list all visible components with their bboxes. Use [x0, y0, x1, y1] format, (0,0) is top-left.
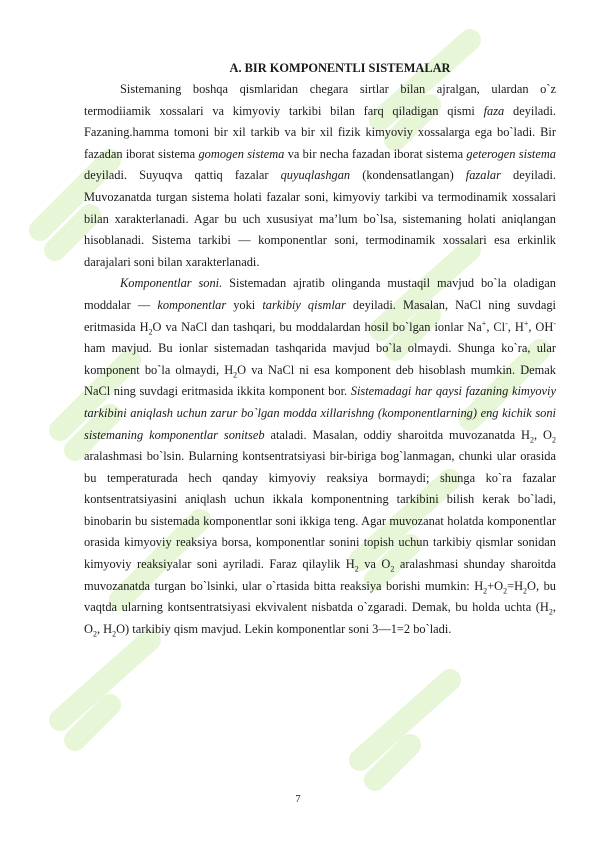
text-body — [84, 58, 556, 640]
paragraph-2: Komponentlar soni. Sistemadan ajratib olinganda mustaqil mavjud bo`la oladigan moddalar — komponentlar yoki tarkibiy qismlar deyiladi. Masalan, NaCl ning suvdagi eritmasida $H_2O$ va NaCl dan tashqari, bu moddalardan hosil bo`lgan ionlar Na+, Cl-, H+, OH- ham mavjud. Bu ionlar sistemadan tashqarida mavjud bo`la olmaydi. Shunga ko`ra, ular komponent bo`la olmaydi, $H_2O$ va NaCl ni esa komponent deb hisoblash mumkin. Demak NaCl ning suvdagi eritmasida ikkita komponent bor. Sistemadagi har qaysi fazaning kimyoviy tarkibini aniqlash uchun zarur bo`lgan modda xillarishng (komponentlarning) eng kichik soni sistemaning komponentlar sonitseb ataladi. Masalan, oddiy sharoitda muvozanatda $H_2$, $O_2$ aralashmasi bo`lsin. Bularning kontsentratsiyasi bir-biriga bog`lanmagan, chunki ular orasida bu temperaturada hech qanday kimyoviy reaksiya bormaydi; shunga ko`ra fazalar kontsentratsiyasini aniqlash uchun ikkala komponentning tarkibini bilish kerak bo`ladi, binobarin bu sistemada komponentlar soni ikkiga teng. Agar muvozanat holatda komponentlar orasida kimyoviy reaksiya borsa, komponentlar sonini topish uchun tarkibiy qismlar sonidan kimyoviy reaksiyalar soni ayriladi. Faraz qilaylik $H_2$ va $O_2$ aralashmasi shunday sharoitda muvozanatda turgan bo`lsinki, ular o`rtasida bitta reaksiya borishi mumkin: $H_2+O_2=H_2O$, bu vaqtda ularning kontsentratsiyasi ekvivalent nisbatda o`zgaradi. Demak, bu holda uchta ($H_2$, $O_2$, $H_2O$) tarkibiy qism mavjud. Lekin komponentlar soni 3—1=2 bo`ladi. — [84, 276, 557, 639]
paragraph-1: Sistemaning boshqa qismlaridan chegara sirtlar bilan ajralgan, ulardan o`z termodiiamik xossalari va kimyoviy tarkibi bilan farq qiladigan qismi faza deyiladi. Fazaning.hamma tomoni bir xil tarkib va bir xil fizik kimyoviy xossalarga ega bo`ladi. Bir fazadan iborat sistema gomogen sistema va bir necha fazadan iborat sistema geterogen sistema deyiladi. Suyuqva qattiq fazalar quyuqlashgan (kondensatlangan) fazalar deyiladi. Muvozanatda turgan sistema holati fazalar soni, kimyoviy tarkibi va termodinamik xossalari bilan xarakterlanadi. Agar bu uch xususiyat ma’lum bo`lsa, sistemaning holati aniqlangan hisoblanadi. Sistema tarkibi — komponentlar soni, termodinamik xossalari esa erkinlik darajalari soni bilan xarakterlanadi. — [84, 82, 557, 269]
page-number: 7 — [295, 794, 301, 805]
section-title: A. BIR KOMPONENTLI SISTEMALAR — [229, 61, 451, 75]
